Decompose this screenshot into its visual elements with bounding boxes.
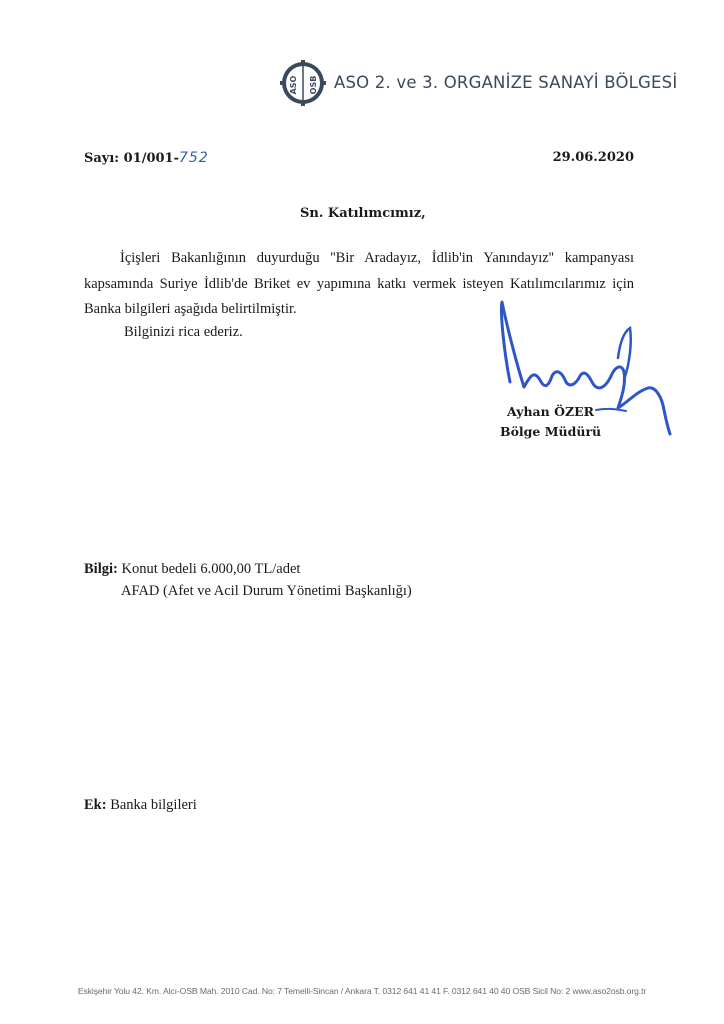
closing-remark: Bilginizi rica ederiz. [124,324,243,340]
signer-title: Bölge Müdürü [500,424,602,439]
attachment-value: Banka bilgileri [110,797,197,813]
organization-name: ASO 2. ve 3. ORGANİZE SANAYİ BÖLGESİ [334,73,678,92]
info-label: Bilgi: [84,561,118,577]
letter-date: 29.06.2020 [552,150,634,165]
info-line-1 [84,558,412,580]
reference-number [84,150,209,166]
signer-name: Ayhan ÖZER [507,404,595,419]
attachment-section [84,797,197,814]
handwritten-signature [496,292,676,442]
letterhead [280,60,680,108]
attachment-label: Ek: [84,797,107,813]
letter-body: İçişleri Bakanlığının duyurduğu ''Bir Aradayız, İdlib'in Yanındayız'' kampanyası kapsamında Suriye İdlib'de Briket ev yapımına katkı vermek isteyen Katılımcılarımız için Banka bilgileri aşağıda belirtilmiştir. [84,250,634,317]
info-value-2: AFAD (Afet ve Acil Durum Yönetimi Başkanlığı) [121,583,412,599]
info-section [84,558,412,602]
info-value-1: Konut bedeli 6.000,00 TL/adet [121,561,301,577]
svg-text:ASO: ASO [289,75,298,95]
salutation: Sn. Katılımcımız, [300,206,426,221]
svg-text:OSB: OSB [309,75,318,95]
reference-label: Sayı: 01/001- [84,151,179,166]
aso-osb-logo [280,60,326,106]
footer-address: Eskişehir Yolu 42. Km. Alcı-OSB Mah. 2010 Cad. No: 7 Temelli-Sincan / Ankara T. 0312 641 41 41 F. 0312 641 40 40 OSB Sicil No: 2 www.aso2osb.org.tr [77,986,647,996]
reference-handwritten-number: 752 [179,150,209,166]
